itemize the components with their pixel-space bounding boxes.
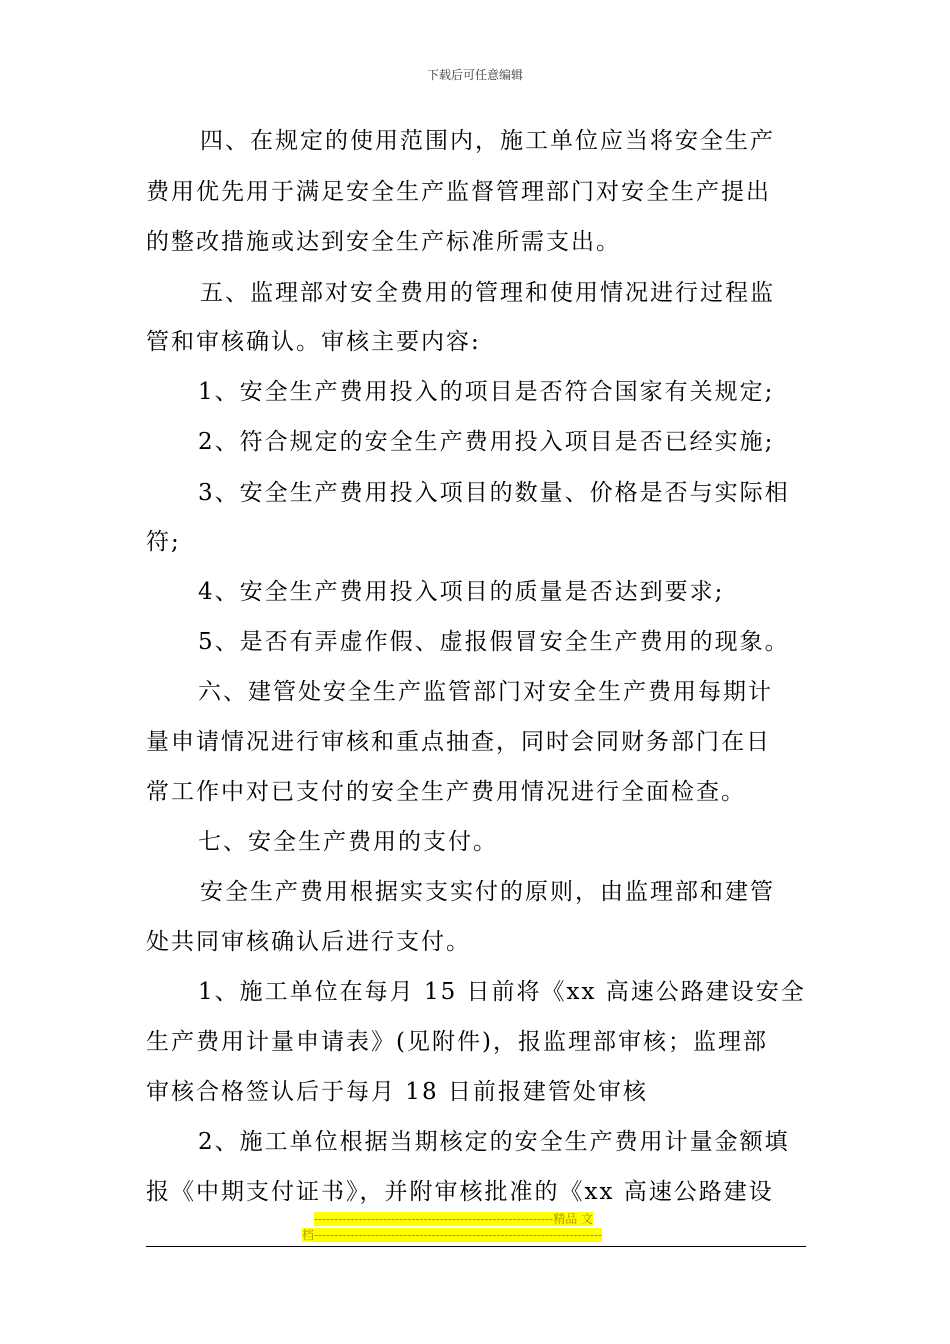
footer-banner <box>0 1212 950 1227</box>
paragraph-line: 五、监理部对安全费用的管理和使用情况进行过程监 <box>200 280 775 306</box>
list-item: 2、符合规定的安全生产费用投入项目是否已经实施; <box>198 429 775 455</box>
paragraph-line: 安全生产费用根据实支实付的原则，由监理部和建管 <box>200 879 775 905</box>
page-header: 下载后可任意编辑 <box>426 68 523 82</box>
section-heading: 七、安全生产费用的支付。 <box>198 829 498 855</box>
list-item: 2、施工单位根据当期核定的安全生产费用计量金额填 <box>198 1129 790 1155</box>
paragraph-line: 四、在规定的使用范围内，施工单位应当将安全生产 <box>200 128 775 154</box>
paragraph-line: 常工作中对已支付的安全生产费用情况进行全面检查。 <box>146 779 746 805</box>
footer-banner-text: -----------------------------------------------------------精品 文 <box>314 1212 594 1226</box>
paragraph-line: 管和审核确认。审核主要内容: <box>146 329 481 355</box>
list-item-continuation: 报《中期支付证书》，并附审核批准的《xx 高速公路建设 <box>146 1179 774 1205</box>
footer-divider <box>146 1246 806 1247</box>
list-item-continuation: 生产费用计量申请表》(见附件)，报监理部审核；监理部 <box>146 1029 768 1055</box>
list-item-continuation: 符; <box>146 529 181 555</box>
list-item: 3、安全生产费用投入项目的数量、价格是否与实际相 <box>198 480 790 506</box>
paragraph-line: 量申请情况进行审核和重点抽查，同时会同财务部门在日 <box>146 729 771 755</box>
footer-banner <box>0 1228 950 1243</box>
list-item-continuation: 审核合格签认后于每月 18 日前报建管处审核 <box>146 1079 648 1105</box>
footer-banner-text: 档----------------------------------------------------------------------- <box>302 1228 602 1242</box>
list-item: 5、是否有弄虚作假、虚报假冒安全生产费用的现象。 <box>198 629 790 655</box>
paragraph-line: 处共同审核确认后进行支付。 <box>146 929 471 955</box>
list-item: 1、安全生产费用投入的项目是否符合国家有关规定; <box>198 379 775 405</box>
paragraph-line: 六、建管处安全生产监管部门对安全生产费用每期计 <box>198 679 773 705</box>
list-item: 4、安全生产费用投入项目的质量是否达到要求; <box>198 579 725 605</box>
paragraph-line: 费用优先用于满足安全生产监督管理部门对安全生产提出 <box>146 179 771 205</box>
list-item: 1、施工单位在每月 15 日前将《xx 高速公路建设安全 <box>198 979 806 1005</box>
paragraph-line: 的整改措施或达到安全生产标准所需支出。 <box>146 229 621 255</box>
